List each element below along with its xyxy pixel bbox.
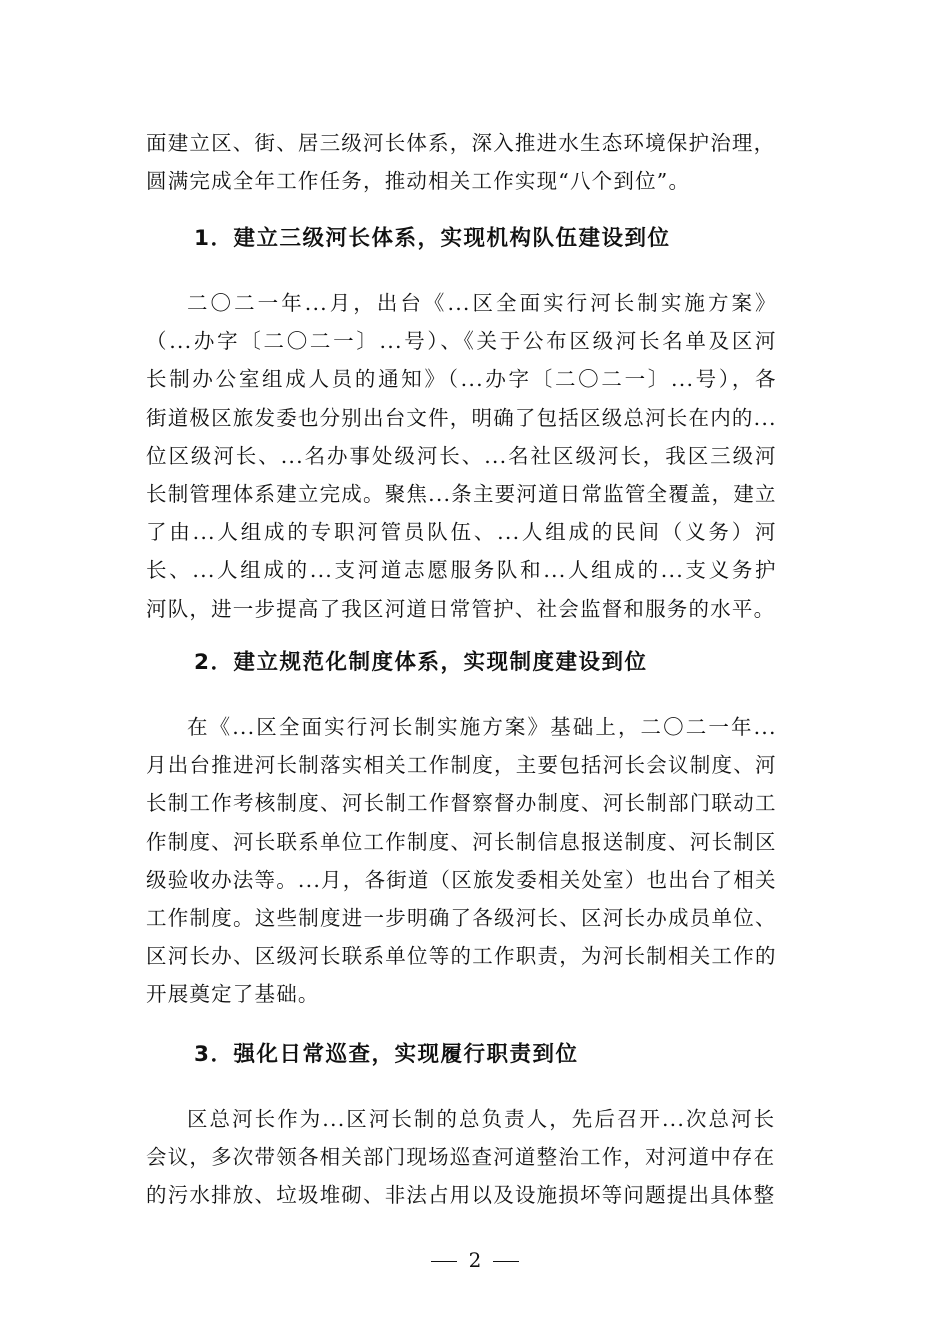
footer-dash-right [493,1261,519,1262]
paragraph-line: 级验收办法等。...月，各街道（区旅发委相关处室）也出台了相关 [146,867,777,892]
paragraph-line: 长制办公室组成人员的通知》（...办字〔二〇二一〕...号），各 [146,367,777,392]
paragraph-line: 街道极区旅发委也分别出台文件，明确了包括区级总河长在内的... [146,405,777,430]
section-heading: 1．建立三级河长体系，实现机构队伍建设到位 [194,226,671,251]
paragraph-line: 作制度、河长联系单位工作制度、河长制信息报送制度、河长制区 [146,829,777,854]
paragraph-line: 位区级河长、...名办事处级河长、...名社区级河长，我区三级河 [146,443,777,468]
paragraph-line: 长制管理体系建立完成。聚焦...条主要河道日常监管全覆盖，建立 [146,482,777,507]
paragraph-line: 会议，多次带领各相关部门现场巡查河道整治工作，对河道中存在 [146,1145,776,1170]
section-paragraph [146,1100,775,1215]
section-paragraph [146,708,777,1014]
paragraph-line: （...办字〔二〇二一〕...号）、《关于公布区级河长名单及区河 [146,329,777,354]
page-footer [0,1246,950,1274]
paragraph-line: 月出台推进河长制落实相关工作制度，主要包括河长会议制度、河 [146,753,777,778]
paragraph-line: 区河长办、区级河长联系单位等的工作职责，为河长制相关工作的 [146,944,777,969]
section-heading: 2．建立规范化制度体系，实现制度建设到位 [194,650,648,675]
section-paragraph [146,284,777,628]
paragraph-line: 工作制度。这些制度进一步明确了各级河长、区河长办成员单位、 [146,906,777,931]
paragraph-line: 圆满完成全年工作任务，推动相关工作实现“八个到位”。 [146,169,691,194]
paragraph-line: 了由...人组成的专职河管员队伍、...人组成的民间（义务）河 [146,520,777,545]
paragraph-line: 在《...区全面实行河长制实施方案》基础上，二〇二一年... [187,715,777,739]
footer-dash-left [431,1261,457,1262]
section-heading: 3．强化日常巡查，实现履行职责到位 [194,1042,579,1067]
page-number: 2 [468,1248,482,1272]
paragraph-line: 长制工作考核制度、河长制工作督察督办制度、河长制部门联动工 [146,791,777,816]
intro-paragraph [146,124,775,200]
paragraph-line: 开展奠定了基础。 [146,982,320,1007]
paragraph-line: 长、...人组成的...支河道志愿服务队和...人组成的...支义务护 [146,558,777,583]
paragraph-line: 区总河长作为...区河长制的总负责人，先后召开...次总河长 [187,1107,776,1131]
paragraph-line: 河队，进一步提高了我区河道日常管护、社会监督和服务的水平。 [146,596,776,621]
paragraph-line: 二〇二一年...月，出台《...区全面实行河长制实施方案》 [187,291,777,315]
paragraph-line: 的污水排放、垃圾堆砌、非法占用以及设施损坏等问题提出具体整 [146,1183,776,1208]
paragraph-line: 面建立区、街、居三级河长体系，深入推进水生态环境保护治理， [146,131,776,155]
